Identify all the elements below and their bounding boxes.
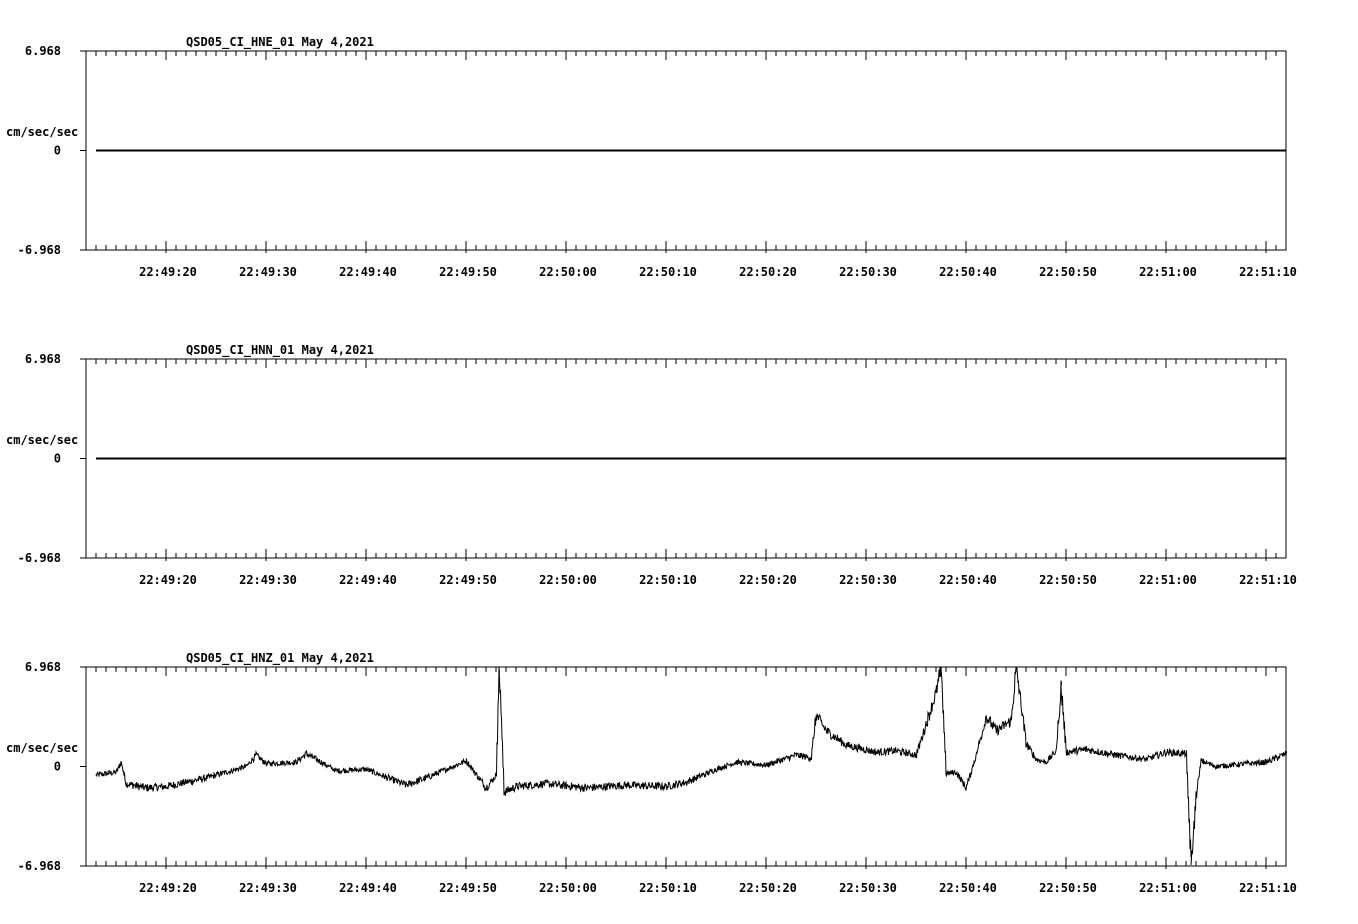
x-tick-label: 22:51:10: [1239, 881, 1297, 895]
x-tick-label: 22:50:00: [539, 265, 597, 279]
y-tick-label: 0: [53, 143, 61, 158]
x-tick-label: 22:49:50: [439, 881, 497, 895]
x-tick-label: 22:49:50: [439, 573, 497, 587]
y-tick-label: -6.968: [17, 243, 61, 257]
x-tick-label: 22:51:10: [1239, 573, 1297, 587]
x-tick-label: 22:49:50: [439, 265, 497, 279]
chart-panel-2: [6, 343, 1297, 587]
y-tick-label: 0: [53, 759, 61, 774]
x-tick-label: 22:50:10: [639, 265, 697, 279]
x-tick-label: 22:49:30: [239, 573, 297, 587]
x-tick-label: 22:49:40: [339, 881, 397, 895]
x-tick-label: 22:50:30: [839, 573, 897, 587]
y-tick-label: -6.968: [17, 859, 61, 873]
x-tick-label: 22:50:00: [539, 573, 597, 587]
y-tick-label: 0: [53, 451, 61, 466]
chart-title: QSD05_CI_HNZ_01 May 4,2021: [186, 651, 374, 665]
x-tick-label: 22:50:40: [939, 573, 997, 587]
y-tick-label: 6.968: [24, 44, 61, 58]
x-tick-label: 22:50:40: [939, 265, 997, 279]
x-tick-label: 22:50:50: [1039, 265, 1097, 279]
x-tick-label: 22:50:30: [839, 881, 897, 895]
x-tick-label: 22:50:00: [539, 881, 597, 895]
x-tick-label: 22:50:10: [639, 881, 697, 895]
x-tick-label: 22:49:20: [139, 573, 197, 587]
x-tick-label: 22:50:20: [739, 573, 797, 587]
x-tick-label: 22:50:20: [739, 265, 797, 279]
x-tick-label: 22:50:50: [1039, 573, 1097, 587]
y-tick-label: 6.968: [24, 660, 61, 674]
series-line-1: [96, 667, 1287, 865]
chart-panel-3: [6, 651, 1297, 895]
x-tick-label: 22:51:10: [1239, 265, 1297, 279]
x-tick-label: 22:50:10: [639, 573, 697, 587]
x-tick-label: 22:49:20: [139, 881, 197, 895]
x-tick-label: 22:51:00: [1139, 265, 1197, 279]
x-tick-label: 22:50:40: [939, 881, 997, 895]
x-tick-label: 22:49:30: [239, 881, 297, 895]
x-tick-label: 22:51:00: [1139, 881, 1197, 895]
x-tick-label: 22:49:40: [339, 573, 397, 587]
chart-title: QSD05_CI_HNN_01 May 4,2021: [186, 343, 374, 357]
x-tick-label: 22:50:50: [1039, 881, 1097, 895]
x-tick-label: 22:50:30: [839, 265, 897, 279]
x-tick-label: 22:49:30: [239, 265, 297, 279]
y-axis-label: cm/sec/sec: [6, 125, 79, 139]
y-tick-label: -6.968: [17, 551, 61, 565]
x-tick-label: 22:49:40: [339, 265, 397, 279]
x-tick-label: 22:50:20: [739, 881, 797, 895]
chart-title: QSD05_CI_HNE_01 May 4,2021: [186, 35, 374, 49]
x-tick-label: 22:51:00: [1139, 573, 1197, 587]
chart-panel-1: [6, 35, 1297, 279]
y-tick-label: 6.968: [24, 352, 61, 366]
plot-frame: [86, 667, 1286, 866]
x-tick-label: 22:49:20: [139, 265, 197, 279]
y-axis-label: cm/sec/sec: [6, 433, 79, 447]
y-axis-label: cm/sec/sec: [6, 741, 79, 755]
